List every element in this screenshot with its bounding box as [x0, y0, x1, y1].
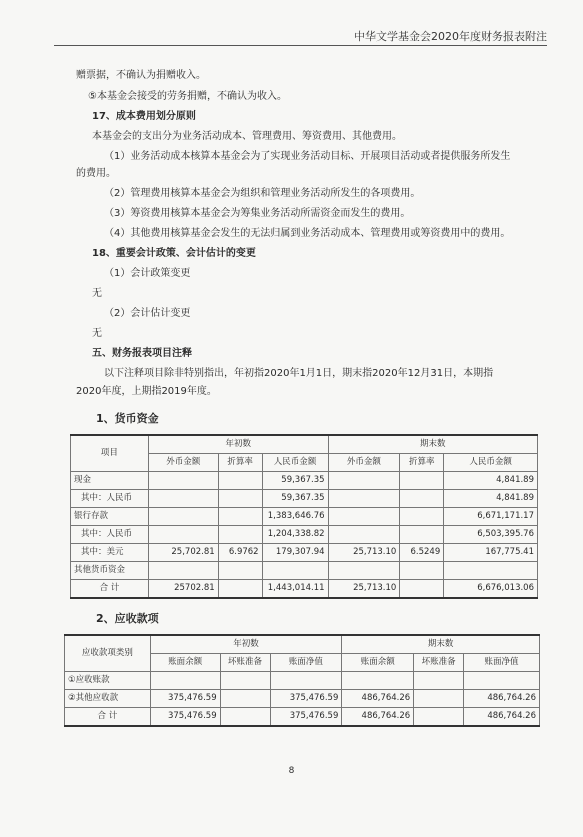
table-row [65, 690, 540, 708]
table-cell: 4,841.89 [444, 490, 538, 508]
table-cell [262, 562, 328, 580]
table-row [71, 508, 538, 526]
end-header: 期末数 [342, 635, 540, 654]
table-cell [400, 580, 444, 599]
column-header: 坏账准备 [414, 654, 464, 672]
page-header-title: 中华文学基金会2020年度财务报表附注 [354, 30, 547, 43]
table-cell: 1,443,014.11 [262, 580, 328, 599]
table-cell: 486,764.26 [464, 690, 540, 708]
row-label: 其他货币资金 [71, 562, 149, 580]
table-cell: 1,383,646.76 [262, 508, 328, 526]
total-row [65, 708, 540, 727]
table-cell [414, 708, 464, 727]
table-cell: 486,764.26 [464, 708, 540, 727]
table-cell [414, 672, 464, 690]
text-line: （1）会计政策变更 [104, 268, 191, 279]
table-cell [148, 508, 218, 526]
table-cell: 25,702.81 [148, 544, 218, 562]
table-cell [218, 508, 262, 526]
table-cell [270, 672, 342, 690]
table-cell [220, 690, 270, 708]
table-cell: 6.9762 [218, 544, 262, 562]
column-header: 账面净值 [464, 654, 540, 672]
cash-table [70, 434, 538, 599]
table-cell: 167,775.41 [444, 544, 538, 562]
table-row [71, 562, 538, 580]
table-cell [464, 672, 540, 690]
text-line: （1）业务活动成本核算本基金会为了实现业务活动目标、开展项目活动或者提供服务所发生 [104, 151, 511, 162]
row-label: 合 计 [65, 708, 151, 727]
row-label: 其中：人民币 [71, 490, 149, 508]
table-cell [148, 490, 218, 508]
table-cell [148, 472, 218, 490]
table-cell [148, 562, 218, 580]
text-line: 的费用。 [76, 168, 116, 179]
table-cell: 6,503,395.76 [444, 526, 538, 544]
column-header: 折算率 [400, 454, 444, 472]
row-label: 银行存款 [71, 508, 149, 526]
column-header: 人民币金额 [262, 454, 328, 472]
text-line: 赠票据，不确认为捐赠收入。 [76, 70, 206, 81]
table-row [71, 490, 538, 508]
table-cell [218, 490, 262, 508]
column-header: 折算率 [218, 454, 262, 472]
table-cell: 25702.81 [148, 580, 218, 599]
table-cell [220, 708, 270, 727]
table-cell: 1,204,338.82 [262, 526, 328, 544]
row-label: ①应收账款 [65, 672, 151, 690]
table-cell: 25,713.10 [328, 580, 400, 599]
table-row [71, 526, 538, 544]
table-cell [150, 672, 220, 690]
column-header: 外币金额 [328, 454, 400, 472]
table-cell [218, 472, 262, 490]
page-number: 8 [288, 766, 295, 776]
column-header: 账面余额 [342, 654, 414, 672]
table-row [71, 544, 538, 562]
table-title-cash: 1、货币资金 [96, 412, 159, 425]
receivables-table [64, 634, 540, 727]
text-line: 无 [92, 328, 102, 339]
table-row [65, 672, 540, 690]
item-header: 应收款项类别 [65, 635, 151, 672]
table-cell [328, 508, 400, 526]
table-cell: 375,476.59 [150, 708, 220, 727]
text-line: 以下注释项目除非特别指出，年初指2020年1月1日，期末指2020年12月31日，本期指 [104, 368, 494, 379]
table-cell [400, 562, 444, 580]
total-row [71, 580, 538, 599]
begin-header: 年初数 [150, 635, 342, 654]
table-cell: 59,367.35 [262, 472, 328, 490]
table-cell [218, 526, 262, 544]
table-title-receivables: 2、应收款项 [96, 612, 159, 625]
row-label: ②其他应收款 [65, 690, 151, 708]
table-cell: 179,307.94 [262, 544, 328, 562]
table-cell [218, 580, 262, 599]
column-header: 账面余额 [150, 654, 220, 672]
row-label: 其中：美元 [71, 544, 149, 562]
row-label: 其中：人民币 [71, 526, 149, 544]
section-heading: 18、重要会计政策、会计估计的变更 [92, 248, 256, 259]
table-cell: 6,671,171.17 [444, 508, 538, 526]
text-line: （2）管理费用核算本基金会为组织和管理业务活动所发生的各项费用。 [104, 188, 421, 199]
table-cell [328, 562, 400, 580]
table-cell: 59,367.35 [262, 490, 328, 508]
table-cell: 375,476.59 [150, 690, 220, 708]
table-cell [328, 472, 400, 490]
item-header: 项目 [71, 435, 149, 472]
text-line: 无 [92, 288, 102, 299]
table-cell: 486,764.26 [342, 690, 414, 708]
table-cell [220, 672, 270, 690]
table-cell [328, 490, 400, 508]
column-header: 账面净值 [270, 654, 342, 672]
row-label: 现金 [71, 472, 149, 490]
section-heading: 17、成本费用划分原则 [92, 111, 196, 122]
text-line: （3）筹资费用核算本基金会为筹集业务活动所需资金而发生的费用。 [104, 208, 411, 219]
table-cell [328, 526, 400, 544]
table-cell [414, 690, 464, 708]
table-cell: 375,476.59 [270, 708, 342, 727]
table-cell: 4,841.89 [444, 472, 538, 490]
end-header: 期末数 [328, 435, 537, 454]
table-cell [400, 526, 444, 544]
column-header: 坏账准备 [220, 654, 270, 672]
table-cell: 6,676,013.06 [444, 580, 538, 599]
text-line: 2020年度，上期指2019年度。 [76, 386, 217, 397]
row-label: 合 计 [71, 580, 149, 599]
section-heading: 五、财务报表项目注释 [92, 348, 192, 359]
column-header: 人民币金额 [444, 454, 538, 472]
table-cell [400, 508, 444, 526]
begin-header: 年初数 [148, 435, 328, 454]
table-cell [400, 490, 444, 508]
table-cell [400, 472, 444, 490]
text-line: （2）会计估计变更 [104, 308, 191, 319]
text-line: 本基金会的支出分为业务活动成本、管理费用、筹资费用、其他费用。 [92, 131, 402, 142]
text-line: ⑤本基金会接受的劳务捐赠，不确认为收入。 [88, 91, 287, 102]
table-cell [148, 526, 218, 544]
table-cell: 25,713.10 [328, 544, 400, 562]
table-cell: 6.5249 [400, 544, 444, 562]
text-line: （4）其他费用核算基金会发生的无法归属到业务活动成本、管理费用或筹资费用中的费用。 [104, 228, 511, 239]
table-cell [342, 672, 414, 690]
column-header: 外币金额 [148, 454, 218, 472]
table-cell [218, 562, 262, 580]
table-cell: 486,764.26 [342, 708, 414, 727]
table-row [71, 472, 538, 490]
table-cell: 375,476.59 [270, 690, 342, 708]
table-cell [444, 562, 538, 580]
header-divider [54, 45, 547, 46]
